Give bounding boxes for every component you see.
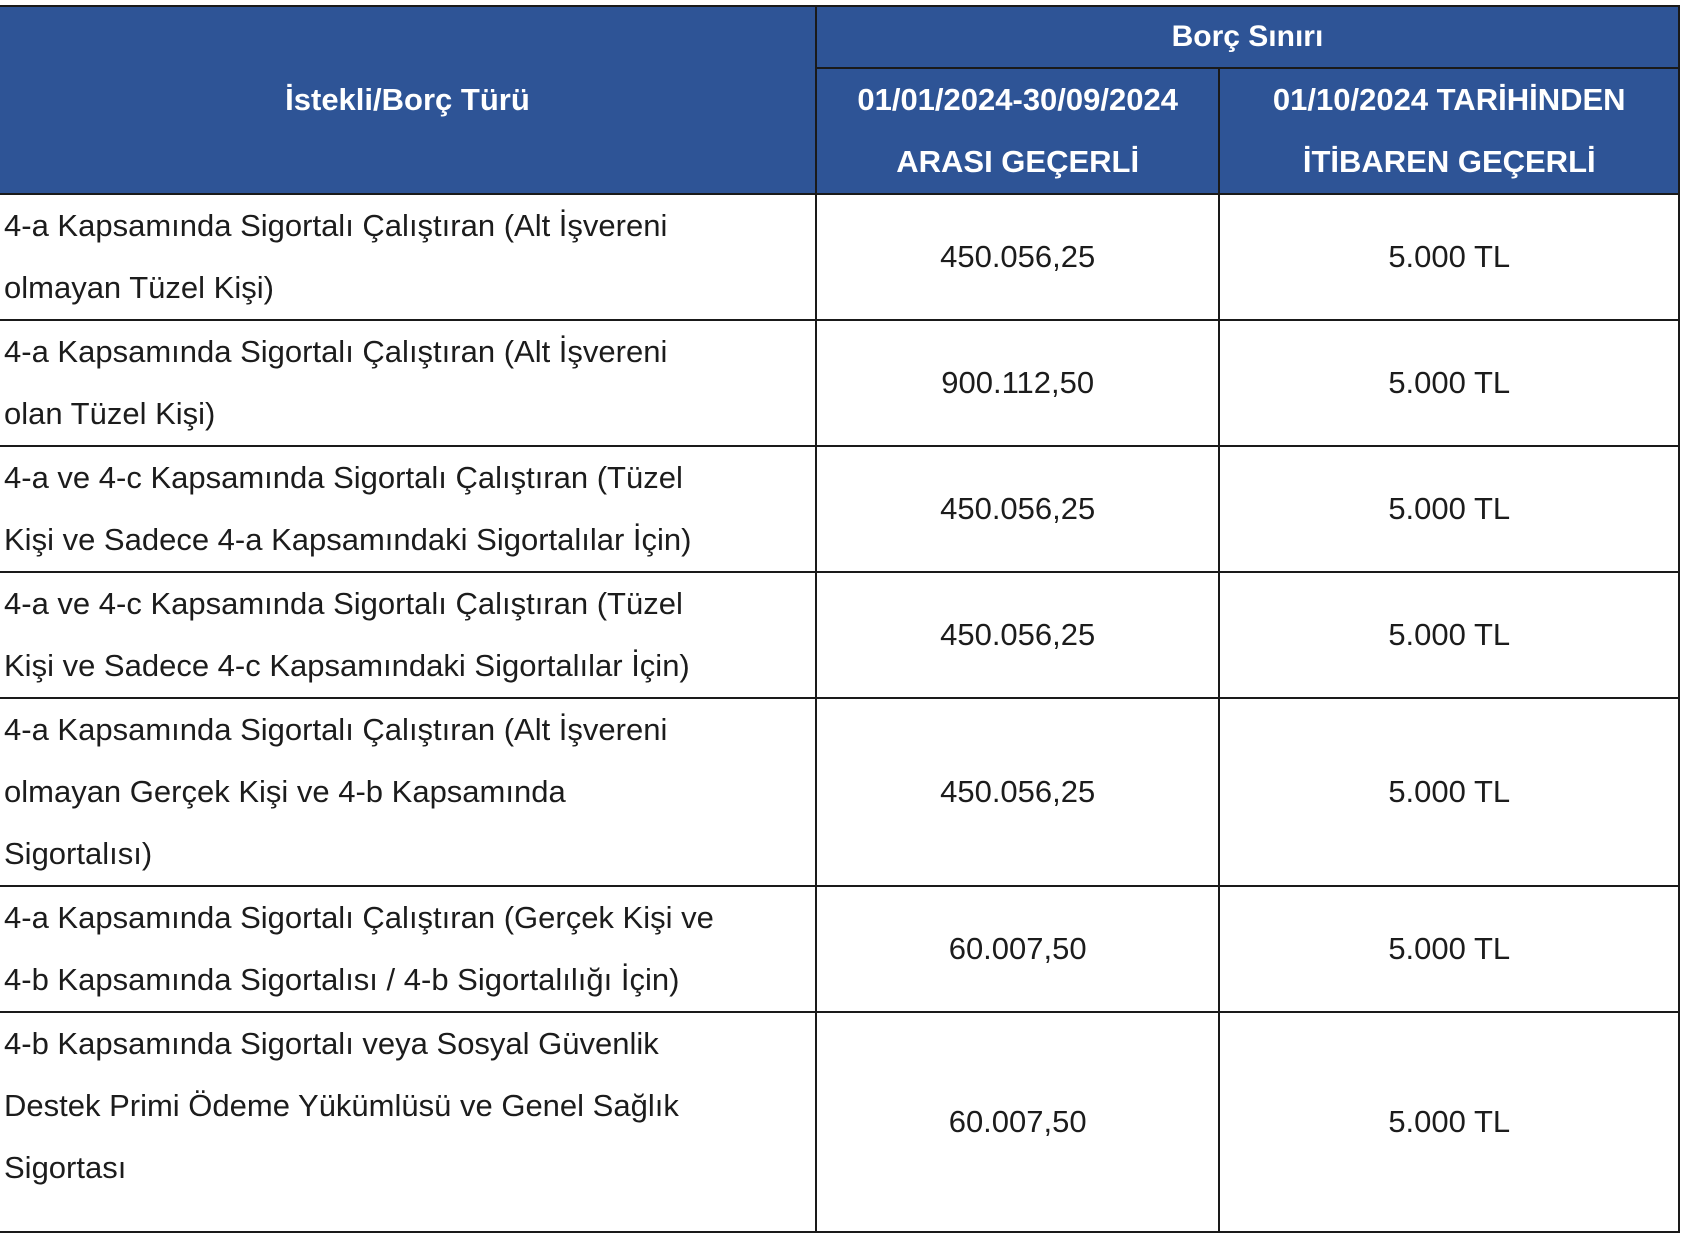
header-debt-limit-label: Borç Sınırı <box>1171 20 1324 53</box>
debt-type-line: Kişi ve Sadece 4-a Kapsamındaki Sigortalılar İçin) <box>4 522 692 557</box>
debt-type-line: 4-a ve 4-c Kapsamında Sigortalı Çalıştıran (Tüzel <box>4 460 683 495</box>
debt-type-line: 4-a Kapsamında Sigortalı Çalıştıran (Alt İşvereni <box>4 334 668 369</box>
table-row <box>0 572 1679 698</box>
limit-from-oct-cell: 5.000 TL <box>1219 320 1679 446</box>
debt-type-cell <box>0 698 816 886</box>
debt-type-line: Destek Primi Ödeme Yükümlüsü ve Genel Sağlık <box>4 1088 679 1123</box>
debt-type-line: 4-a ve 4-c Kapsamında Sigortalı Çalıştıran (Tüzel <box>4 586 683 621</box>
debt-type-line: 4-b Kapsamında Sigortalısı / 4-b Sigortalılığı İçin) <box>4 962 680 997</box>
limit-until-sep-cell: 450.056,25 <box>816 698 1220 886</box>
limit-until-sep-cell: 60.007,50 <box>816 886 1220 1012</box>
limit-until-sep-cell: 450.056,25 <box>816 572 1220 698</box>
header-period2-line1: 01/10/2024 TARİHİNDEN <box>1272 82 1626 117</box>
limit-from-oct-cell: 5.000 TL <box>1219 446 1679 572</box>
limit-from-oct-cell: 5.000 TL <box>1219 572 1679 698</box>
debt-type-line: Kişi ve Sadece 4-c Kapsamındaki Sigortalılar İçin) <box>4 648 690 683</box>
table-row <box>0 1012 1679 1232</box>
header-period1-line2: ARASI GEÇERLİ <box>896 144 1140 179</box>
header-debt-type <box>0 6 816 194</box>
debt-type-line: Sigortalısı) <box>4 836 153 871</box>
debt-type-cell <box>0 886 816 1012</box>
table-row <box>0 698 1679 886</box>
limit-from-oct-cell: 5.000 TL <box>1219 886 1679 1012</box>
header-period-until-sep <box>816 68 1220 194</box>
limit-until-sep-cell: 450.056,25 <box>816 194 1220 320</box>
debt-type-line: Sigortası <box>4 1150 127 1185</box>
table-row <box>0 320 1679 446</box>
debt-type-line: 4-b Kapsamında Sigortalı veya Sosyal Güvenlik <box>4 1026 659 1061</box>
debt-type-line: olmayan Tüzel Kişi) <box>4 270 274 305</box>
debt-limit-table <box>0 5 1680 1233</box>
limit-until-sep-cell: 900.112,50 <box>816 320 1220 446</box>
debt-type-cell <box>0 1012 816 1232</box>
debt-type-line: 4-a Kapsamında Sigortalı Çalıştıran (Gerçek Kişi ve <box>4 900 714 935</box>
debt-type-line: olmayan Gerçek Kişi ve 4-b Kapsamında <box>4 774 566 809</box>
debt-type-cell <box>0 194 816 320</box>
table-row <box>0 446 1679 572</box>
header-period1-line1: 01/01/2024-30/09/2024 <box>857 82 1178 117</box>
limit-from-oct-cell: 5.000 TL <box>1219 1012 1679 1232</box>
limit-from-oct-cell: 5.000 TL <box>1219 698 1679 886</box>
header-period-from-oct <box>1219 68 1679 194</box>
limit-until-sep-cell: 60.007,50 <box>816 1012 1220 1232</box>
debt-type-line: olan Tüzel Kişi) <box>4 396 216 431</box>
debt-type-line: 4-a Kapsamında Sigortalı Çalıştıran (Alt İşvereni <box>4 712 668 747</box>
header-period2-line2: İTİBAREN GEÇERLİ <box>1302 144 1596 179</box>
limit-until-sep-cell: 450.056,25 <box>816 446 1220 572</box>
table-row <box>0 886 1679 1012</box>
debt-type-cell <box>0 572 816 698</box>
header-debt-limit-group <box>816 6 1679 68</box>
table-row <box>0 194 1679 320</box>
debt-type-line: 4-a Kapsamında Sigortalı Çalıştıran (Alt İşvereni <box>4 208 668 243</box>
debt-type-cell <box>0 446 816 572</box>
limit-from-oct-cell: 5.000 TL <box>1219 194 1679 320</box>
debt-type-cell <box>0 320 816 446</box>
header-debt-type-label: İstekli/Borç Türü <box>285 82 530 117</box>
